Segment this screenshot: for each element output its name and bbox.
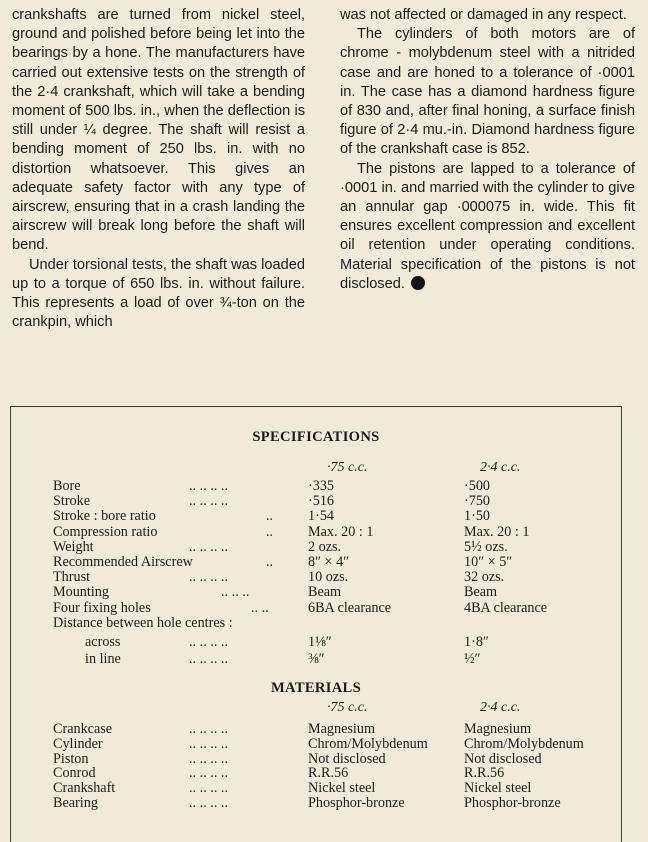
value-075: 8″ × 4″ bbox=[308, 554, 350, 570]
row-label: Crankshaft bbox=[53, 780, 116, 797]
materials-column-header-24: 2·4 c.c. bbox=[480, 700, 521, 715]
value-24: 5½ ozs. bbox=[464, 538, 508, 555]
value-24: ·500 bbox=[464, 478, 491, 494]
value-24: 1·8″ bbox=[464, 634, 489, 650]
value-075: ·516 bbox=[308, 493, 335, 510]
leader-dots: .. .. .. .. bbox=[189, 750, 229, 767]
row-label: Conrod bbox=[53, 765, 96, 782]
materials-column-header-075: ·75 c.c. bbox=[327, 700, 368, 715]
paragraph: crankshafts are turned from nickel steel, ground and polished before being let into the bearings by a hone. The manufacturers have carried out extensive tests on the strength of the 2·4 crankshaft, which will take a bending moment of 500 lbs. in., when the deflection is still under ¼ degree. The shaft will resist a bending moment of 250 lbs. in. with no distortion whatsoever. This gives an adequate safety factor with any type of airscrew, ensuring that in a crash landing the airscrew will break long before the shaft will bend. bbox=[12, 7, 305, 254]
leader-dots: .. bbox=[266, 523, 274, 540]
row-label: Bore bbox=[53, 478, 81, 494]
leader-dots: .. .. .. .. bbox=[189, 569, 229, 586]
table-row bbox=[11, 525, 621, 540]
value-24: ½″ bbox=[464, 651, 481, 668]
row-label: Stroke : bore ratio bbox=[53, 508, 156, 525]
table-row bbox=[11, 722, 621, 737]
value-075: 10 ozs. bbox=[308, 569, 349, 586]
table-row bbox=[11, 494, 621, 509]
value-24: Chrom/Molybdenum bbox=[464, 735, 584, 752]
value-075: 1·54 bbox=[308, 508, 335, 525]
value-24: Magnesium bbox=[464, 721, 531, 737]
leader-dots: .. .. .. .. bbox=[189, 765, 229, 782]
value-075: 1⅛″ bbox=[308, 634, 332, 650]
spec-column-header-24: 2·4 c.c. bbox=[480, 460, 521, 475]
end-mark-bullet-icon bbox=[411, 276, 425, 290]
value-24: R.R.56 bbox=[464, 765, 505, 782]
paragraph-text: The pistons are lapped to a tolerance of ·0001 in. and married with the cylinder to give an annular gap ·000075 in. wide. This fit ensures excellent compression and excellent oil retention under operating conditions. Material specification of the pistons is not disclosed. bbox=[340, 160, 635, 292]
value-075: 2 ozs. bbox=[308, 538, 342, 555]
table-row bbox=[11, 585, 621, 600]
leader-dots: .. bbox=[266, 554, 274, 570]
row-label: Bearing bbox=[53, 795, 98, 811]
table-row bbox=[11, 781, 621, 796]
leader-dots: .. .. .. .. bbox=[189, 478, 229, 494]
value-075: Max. 20 : 1 bbox=[308, 523, 374, 540]
value-075: ⅜″ bbox=[308, 651, 325, 668]
value-075: Phosphor-bronze bbox=[308, 795, 405, 811]
row-label: Four fixing holes bbox=[53, 599, 151, 616]
leader-dots: .. .. .. .. bbox=[189, 651, 229, 668]
leader-dots: .. .. .. .. bbox=[189, 735, 229, 752]
table-row bbox=[11, 601, 621, 616]
leader-dots: .. bbox=[266, 508, 274, 525]
value-24: 4BA clearance bbox=[464, 599, 548, 616]
table-row bbox=[11, 509, 621, 524]
value-24: Phosphor-bronze bbox=[464, 795, 561, 811]
leader-dots: .. .. .. .. bbox=[189, 634, 229, 650]
leader-dots: .. .. .. .. bbox=[189, 538, 229, 555]
leader-dots: .. .. .. .. bbox=[189, 795, 229, 811]
value-24: 1·50 bbox=[464, 508, 491, 525]
value-24: Not disclosed bbox=[464, 750, 542, 767]
table-row bbox=[11, 616, 621, 631]
value-24: Max. 20 : 1 bbox=[464, 523, 530, 540]
row-label: across bbox=[85, 634, 121, 650]
paragraph-last bbox=[340, 160, 635, 294]
row-label: in line bbox=[85, 651, 121, 668]
table-row bbox=[11, 479, 621, 494]
table-row bbox=[11, 555, 621, 570]
value-075: Not disclosed bbox=[308, 750, 386, 767]
table-row bbox=[11, 570, 621, 585]
row-label: Thrust bbox=[53, 569, 91, 586]
row-label: Mounting bbox=[53, 584, 109, 601]
value-24: Beam bbox=[464, 584, 498, 601]
leader-dots: .. .. bbox=[251, 599, 269, 616]
specifications-box bbox=[10, 406, 622, 842]
value-075: Nickel steel bbox=[308, 780, 376, 797]
value-075: Chrom/Molybdenum bbox=[308, 735, 428, 752]
paragraph: was not affected or damaged in any respect. bbox=[340, 7, 627, 23]
row-label: Weight bbox=[53, 538, 94, 555]
value-24: 10″ × 5″ bbox=[464, 554, 513, 570]
value-075: 6BA clearance bbox=[308, 599, 392, 616]
leader-dots: .. .. .. .. bbox=[189, 493, 229, 510]
table-row bbox=[11, 796, 621, 811]
table-row bbox=[11, 737, 621, 752]
table-row bbox=[11, 766, 621, 781]
row-label: Cylinder bbox=[53, 735, 103, 752]
materials-title: MATERIALS bbox=[270, 680, 361, 696]
leader-dots: .. .. .. bbox=[221, 584, 250, 601]
leader-dots: .. .. .. .. bbox=[189, 721, 229, 737]
specifications-title: SPECIFICATIONS bbox=[252, 429, 380, 445]
row-label: Compression ratio bbox=[53, 523, 158, 540]
table-row bbox=[11, 652, 621, 667]
table-row bbox=[11, 540, 621, 555]
value-24: Nickel steel bbox=[464, 780, 532, 797]
value-24: ·750 bbox=[464, 493, 491, 510]
row-label: Distance between hole centres : bbox=[53, 614, 233, 631]
leader-dots: .. .. .. .. bbox=[189, 780, 229, 797]
value-24: 32 ozs. bbox=[464, 569, 505, 586]
paragraph: The cylinders of both motors are of chrome - molybdenum steel with a nitrided case and are honed to a tolerance of ·0001 in. The case has a diamond hardness figure of 830 and, after final honing, a surface finish figure of 2·4 mu.-in. Diamond hardness figure of the crankshaft case is 852. bbox=[340, 26, 635, 158]
value-075: Beam bbox=[308, 584, 342, 601]
row-label: Crankcase bbox=[53, 721, 113, 737]
row-label: Stroke bbox=[53, 493, 91, 510]
row-label: Recommended Airscrew bbox=[53, 554, 193, 570]
article-right-column bbox=[340, 6, 635, 294]
table-row bbox=[11, 635, 621, 650]
value-075: ·335 bbox=[308, 478, 335, 494]
table-row bbox=[11, 752, 621, 767]
paragraph: Under torsional tests, the shaft was loaded up to a torque of 650 lbs. in. without failure. This represents a load of over ¾-ton on the crankpin, which bbox=[12, 256, 305, 331]
row-label: Piston bbox=[53, 750, 89, 767]
value-075: Magnesium bbox=[308, 721, 375, 737]
value-075: R.R.56 bbox=[308, 765, 349, 782]
article-left-column bbox=[12, 6, 305, 332]
spec-column-header-075: ·75 c.c. bbox=[327, 460, 368, 475]
